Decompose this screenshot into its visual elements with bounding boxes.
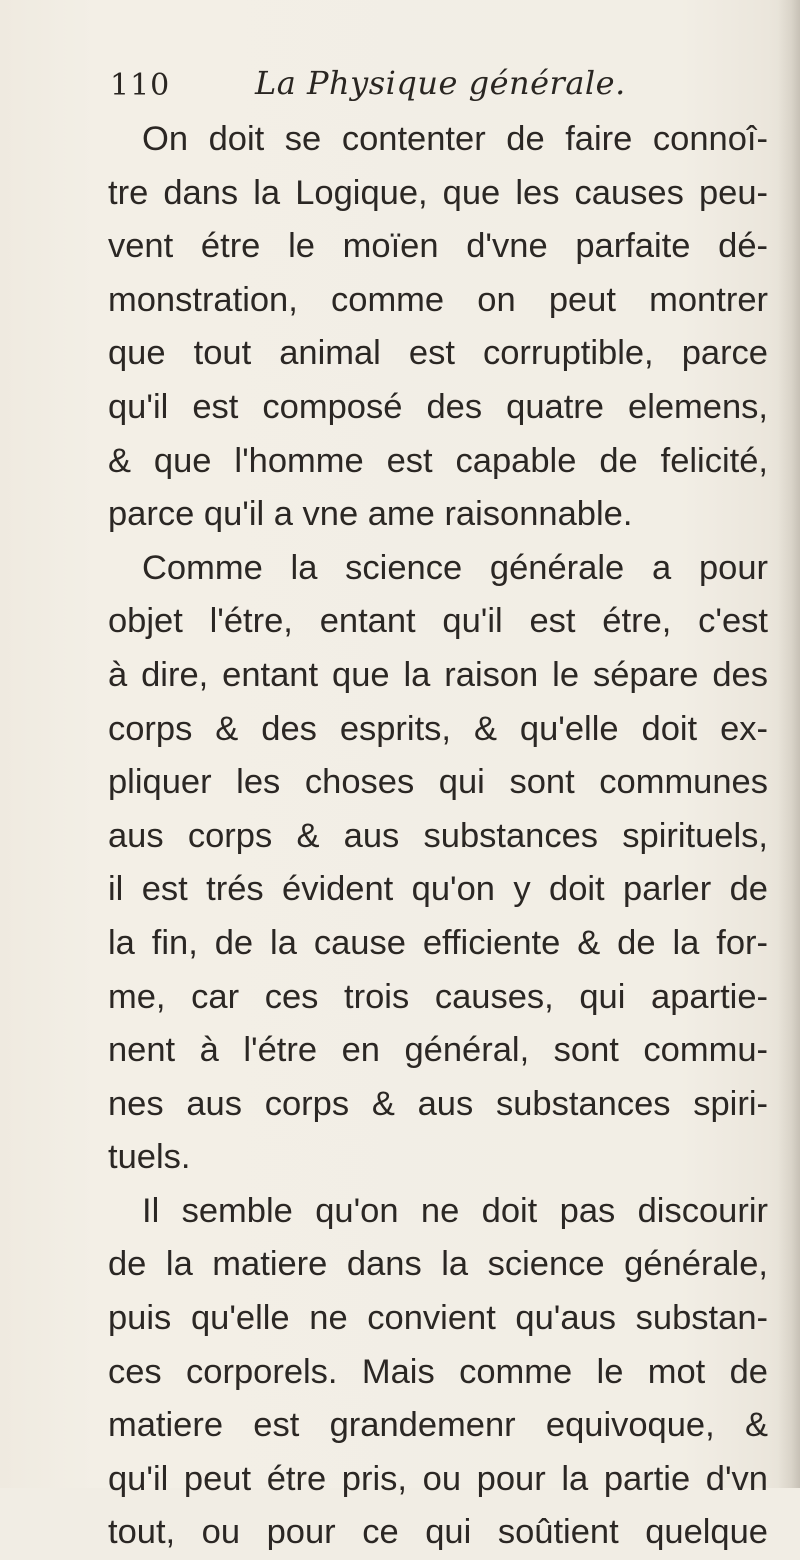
text-line: qu'il peut étre pris, ou pour la partie d'vn <box>108 1459 768 1498</box>
text-line: monstration, comme on peut montrer <box>108 280 768 319</box>
text-line: qu'il est composé des quatre elemens, <box>108 387 768 426</box>
text-line: que tout animal est corruptible, parce <box>108 334 768 373</box>
text-line: On doit se contenter de faire connoî- <box>142 120 768 158</box>
text-line: tuels. <box>108 1138 191 1177</box>
text-line: nes aus corps & aus substances spiri- <box>108 1084 768 1123</box>
page-edge-shadow <box>778 0 800 1488</box>
text-line: de la matiere dans la science générale, <box>108 1245 768 1284</box>
text-line: corps & des esprits, & qu'elle doit ex- <box>108 709 768 748</box>
text-line: Comme la science générale a pour <box>142 548 768 587</box>
text-line: tre dans la Logique, que les causes peu- <box>108 173 768 212</box>
text-line: tout, ou pour ce qui soûtient quelque <box>108 1513 768 1552</box>
text-line: & que l'homme est capable de felicité, <box>108 441 768 480</box>
text-line: me, car ces trois causes, qui apartie- <box>108 977 768 1016</box>
text-line: parce qu'il a vne ame raisonnable. <box>108 495 633 534</box>
text-line: pliquer les choses qui sont communes <box>108 763 768 802</box>
text-line: il est trés évident qu'on y doit parler de <box>108 870 768 909</box>
running-title: La Physique générale. <box>255 64 626 102</box>
text-line: la fin, de la cause efficiente & de la for- <box>108 923 768 962</box>
page-number: 110 <box>110 68 171 103</box>
body-text <box>108 113 768 1560</box>
text-line: à dire, entant que la raison le sépare des <box>108 655 768 694</box>
page-header <box>110 58 710 108</box>
text-line: puis qu'elle ne convient qu'aus substan- <box>108 1299 768 1338</box>
text-line: vent étre le moïen d'vne parfaite dé- <box>108 227 768 266</box>
text-line: matiere est grandemenr equivoque, & <box>108 1406 768 1445</box>
text-line: Il semble qu'on ne doit pas discourir <box>142 1191 768 1230</box>
text-line: nent à l'étre en général, sont commu- <box>108 1031 768 1070</box>
text-line: objet l'étre, entant qu'il est étre, c'est <box>108 602 768 641</box>
text-line: aus corps & aus substances spirituels, <box>108 816 768 855</box>
text-line: ces corporels. Mais comme le mot de <box>108 1352 768 1391</box>
